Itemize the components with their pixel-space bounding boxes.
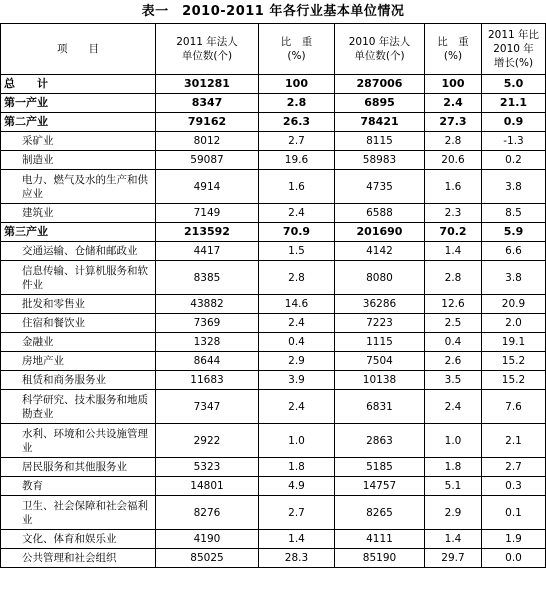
row-label: 公共管理和社会组织 (1, 549, 156, 568)
cell-units-2010: 4111 (335, 530, 425, 549)
cell-growth: 1.9 (482, 530, 546, 549)
cell-share-2010: 5.1 (425, 477, 482, 496)
table-row (1, 295, 546, 314)
cell-units-2011: 1328 (156, 333, 259, 352)
cell-units-2011: 8385 (156, 261, 259, 295)
row-label: 卫生、社会保障和社会福利业 (1, 496, 156, 530)
table-row (1, 204, 546, 223)
cell-units-2011: 59087 (156, 151, 259, 170)
cell-share-2010: 1.8 (425, 458, 482, 477)
cell-units-2010: 8080 (335, 261, 425, 295)
cell-growth: 0.3 (482, 477, 546, 496)
cell-share-2011: 19.6 (259, 151, 335, 170)
table-title: 表一 2010-2011 年各行业基本单位情况 (141, 4, 405, 19)
cell-growth: 19.1 (482, 333, 546, 352)
row-label: 总 计 (1, 75, 156, 94)
cell-share-2011: 2.7 (259, 132, 335, 151)
header-share-2010: 比 重 (%) (425, 24, 482, 75)
industry-units-table (0, 23, 546, 568)
cell-growth: 6.6 (482, 242, 546, 261)
row-label: 水利、环境和公共设施管理业 (1, 424, 156, 458)
cell-share-2011: 2.8 (259, 94, 335, 113)
cell-units-2010: 5185 (335, 458, 425, 477)
table-row (1, 371, 546, 390)
cell-units-2010: 78421 (335, 113, 425, 132)
cell-growth: -1.3 (482, 132, 546, 151)
cell-units-2010: 8265 (335, 496, 425, 530)
cell-units-2010: 10138 (335, 371, 425, 390)
cell-growth: 2.7 (482, 458, 546, 477)
row-label: 房地产业 (1, 352, 156, 371)
row-label: 文化、体育和娱乐业 (1, 530, 156, 549)
cell-growth: 0.0 (482, 549, 546, 568)
table-row (1, 390, 546, 424)
header-item: 项 目 (1, 24, 156, 75)
cell-units-2011: 4417 (156, 242, 259, 261)
row-label: 教育 (1, 477, 156, 496)
cell-growth: 5.9 (482, 223, 546, 242)
cell-units-2011: 8276 (156, 496, 259, 530)
cell-share-2010: 0.4 (425, 333, 482, 352)
row-label: 第三产业 (1, 223, 156, 242)
cell-units-2010: 6588 (335, 204, 425, 223)
cell-growth: 8.5 (482, 204, 546, 223)
cell-growth: 21.1 (482, 94, 546, 113)
cell-share-2011: 1.5 (259, 242, 335, 261)
cell-share-2011: 1.8 (259, 458, 335, 477)
row-label: 第一产业 (1, 94, 156, 113)
cell-share-2011: 14.6 (259, 295, 335, 314)
row-label: 金融业 (1, 333, 156, 352)
cell-share-2010: 2.8 (425, 132, 482, 151)
row-label: 科学研究、技术服务和地质勘查业 (1, 390, 156, 424)
cell-share-2011: 2.4 (259, 390, 335, 424)
cell-units-2010: 1115 (335, 333, 425, 352)
cell-growth: 15.2 (482, 371, 546, 390)
cell-growth: 0.9 (482, 113, 546, 132)
table-row (1, 424, 546, 458)
cell-units-2010: 287006 (335, 75, 425, 94)
cell-share-2010: 2.8 (425, 261, 482, 295)
header-growth: 2011 年比 2010 年 增长(%) (482, 24, 546, 75)
row-label: 建筑业 (1, 204, 156, 223)
cell-units-2010: 4142 (335, 242, 425, 261)
row-label: 住宿和餐饮业 (1, 314, 156, 333)
table-row (1, 352, 546, 371)
cell-share-2010: 2.6 (425, 352, 482, 371)
row-label: 电力、燃气及水的生产和供应业 (1, 170, 156, 204)
cell-units-2011: 5323 (156, 458, 259, 477)
cell-share-2010: 12.6 (425, 295, 482, 314)
cell-share-2010: 70.2 (425, 223, 482, 242)
cell-share-2011: 3.9 (259, 371, 335, 390)
cell-share-2011: 0.4 (259, 333, 335, 352)
table-row (1, 314, 546, 333)
cell-share-2010: 2.4 (425, 390, 482, 424)
cell-units-2010: 201690 (335, 223, 425, 242)
table-row (1, 458, 546, 477)
table-row (1, 333, 546, 352)
cell-share-2011: 1.6 (259, 170, 335, 204)
row-label: 信息传输、计算机服务和软件业 (1, 261, 156, 295)
cell-share-2011: 2.8 (259, 261, 335, 295)
cell-share-2011: 2.4 (259, 204, 335, 223)
cell-units-2011: 43882 (156, 295, 259, 314)
cell-growth: 3.8 (482, 170, 546, 204)
cell-units-2011: 2922 (156, 424, 259, 458)
header-units-2011: 2011 年法人 单位数(个) (156, 24, 259, 75)
cell-share-2010: 2.4 (425, 94, 482, 113)
cell-units-2010: 14757 (335, 477, 425, 496)
table-row-secondary (1, 113, 546, 132)
cell-units-2011: 213592 (156, 223, 259, 242)
cell-share-2011: 26.3 (259, 113, 335, 132)
cell-share-2010: 2.5 (425, 314, 482, 333)
row-label: 采矿业 (1, 132, 156, 151)
cell-growth: 5.0 (482, 75, 546, 94)
row-label: 第二产业 (1, 113, 156, 132)
cell-growth: 2.1 (482, 424, 546, 458)
table-row-tertiary (1, 223, 546, 242)
cell-share-2011: 2.4 (259, 314, 335, 333)
row-label: 交通运输、仓储和邮政业 (1, 242, 156, 261)
table-row (1, 242, 546, 261)
cell-growth: 0.1 (482, 496, 546, 530)
table-row (1, 132, 546, 151)
cell-growth: 0.2 (482, 151, 546, 170)
cell-units-2011: 8347 (156, 94, 259, 113)
cell-units-2011: 8012 (156, 132, 259, 151)
cell-share-2011: 2.7 (259, 496, 335, 530)
cell-units-2010: 6895 (335, 94, 425, 113)
table-row (1, 477, 546, 496)
table-row (1, 496, 546, 530)
cell-share-2011: 4.9 (259, 477, 335, 496)
cell-growth: 7.6 (482, 390, 546, 424)
table-row (1, 549, 546, 568)
header-units-2010: 2010 年法人 单位数(个) (335, 24, 425, 75)
row-label: 制造业 (1, 151, 156, 170)
cell-units-2010: 36286 (335, 295, 425, 314)
row-label: 批发和零售业 (1, 295, 156, 314)
cell-units-2011: 7369 (156, 314, 259, 333)
cell-share-2010: 1.4 (425, 530, 482, 549)
table-row (1, 261, 546, 295)
cell-units-2010: 7223 (335, 314, 425, 333)
cell-share-2010: 20.6 (425, 151, 482, 170)
table-row-total (1, 75, 546, 94)
cell-units-2011: 7347 (156, 390, 259, 424)
cell-units-2010: 6831 (335, 390, 425, 424)
cell-units-2011: 4190 (156, 530, 259, 549)
cell-share-2011: 1.0 (259, 424, 335, 458)
header-share-2011: 比 重 (%) (259, 24, 335, 75)
cell-share-2010: 27.3 (425, 113, 482, 132)
cell-units-2010: 2863 (335, 424, 425, 458)
cell-share-2011: 100 (259, 75, 335, 94)
cell-units-2010: 85190 (335, 549, 425, 568)
cell-share-2010: 3.5 (425, 371, 482, 390)
cell-units-2011: 85025 (156, 549, 259, 568)
cell-units-2011: 79162 (156, 113, 259, 132)
cell-share-2010: 1.6 (425, 170, 482, 204)
cell-share-2010: 1.4 (425, 242, 482, 261)
cell-units-2011: 11683 (156, 371, 259, 390)
cell-units-2011: 7149 (156, 204, 259, 223)
row-label: 居民服务和其他服务业 (1, 458, 156, 477)
row-label: 租赁和商务服务业 (1, 371, 156, 390)
cell-share-2011: 2.9 (259, 352, 335, 371)
cell-units-2011: 301281 (156, 75, 259, 94)
cell-units-2011: 4914 (156, 170, 259, 204)
cell-share-2011: 1.4 (259, 530, 335, 549)
table-header (1, 24, 546, 75)
cell-share-2010: 29.7 (425, 549, 482, 568)
table-body (1, 75, 546, 568)
table-row-primary (1, 94, 546, 113)
cell-share-2010: 2.9 (425, 496, 482, 530)
table-row (1, 151, 546, 170)
cell-units-2011: 8644 (156, 352, 259, 371)
cell-share-2010: 2.3 (425, 204, 482, 223)
cell-growth: 3.8 (482, 261, 546, 295)
cell-share-2011: 28.3 (259, 549, 335, 568)
cell-units-2010: 58983 (335, 151, 425, 170)
table-row (1, 170, 546, 204)
cell-growth: 15.2 (482, 352, 546, 371)
cell-units-2011: 14801 (156, 477, 259, 496)
cell-share-2010: 1.0 (425, 424, 482, 458)
cell-units-2010: 4735 (335, 170, 425, 204)
cell-units-2010: 8115 (335, 132, 425, 151)
cell-share-2010: 100 (425, 75, 482, 94)
cell-growth: 2.0 (482, 314, 546, 333)
table-row (1, 530, 546, 549)
cell-share-2011: 70.9 (259, 223, 335, 242)
cell-growth: 20.9 (482, 295, 546, 314)
cell-units-2010: 7504 (335, 352, 425, 371)
